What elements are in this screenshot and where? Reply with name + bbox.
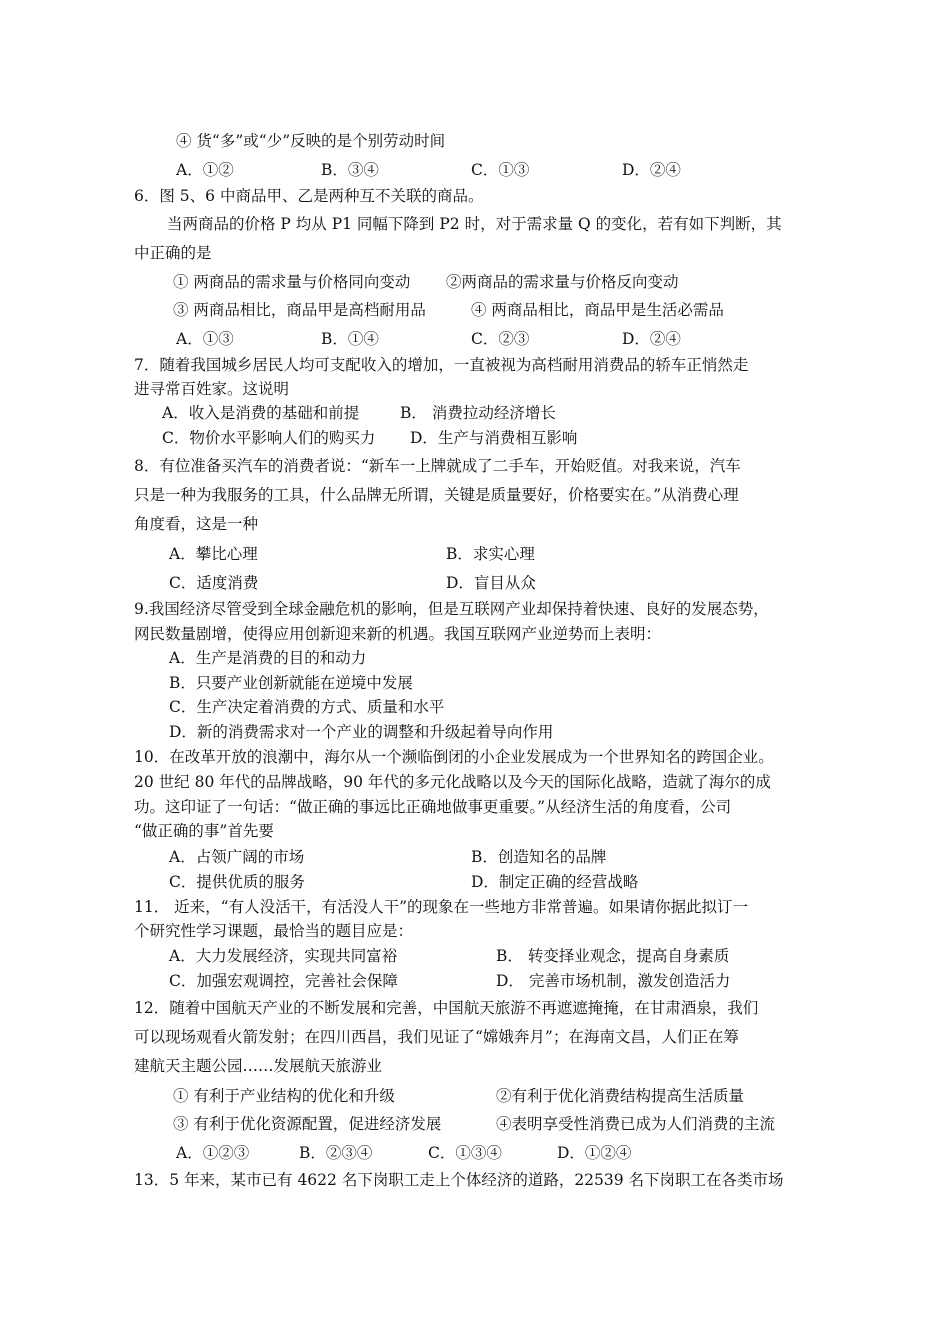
- q9-option-d: D．新的消费需求对一个产业的调整和升级起着导向作用: [169, 723, 554, 741]
- q7-stem-line-1: 7．随着我国城乡居民人均可支配收入的增加，一直被视为高档耐用消费品的轿车正悄然走: [134, 356, 749, 374]
- q5-option-d: D．②④: [622, 161, 681, 179]
- q5-option-a: A．①②: [176, 161, 234, 179]
- q6-statement-3: ③ 两商品相比，商品甲是高档耐用品: [173, 301, 426, 319]
- q11-option-a: A．大力发展经济，实现共同富裕: [169, 947, 398, 965]
- q8-stem-line-2: 只是一种为我服务的工具，什么品牌无所谓，关键是质量要好，价格要实在。”从消费心理: [134, 486, 739, 504]
- q10-stem-line-1: 10．在改革开放的浪潮中，海尔从一个濒临倒闭的小企业发展成为一个世界知名的跨国企业。: [134, 748, 774, 766]
- q6-statement-2: ②两商品的需求量与价格反向变动: [446, 273, 679, 291]
- q9-stem-line-1: 9.我国经济尽管受到全球金融危机的影响，但是互联网产业却保持着快速、良好的发展态势，: [134, 600, 769, 618]
- q11-option-c: C．加强宏观调控，完善社会保障: [169, 972, 398, 990]
- q7-option-c: C．物价水平影响人们的购买力: [162, 429, 376, 447]
- q8-stem-line-1: 8．有位准备买汽车的消费者说：“新车一上牌就成了二手车，开始贬值。对我来说，汽车: [134, 457, 741, 475]
- q6-stem-line-2: 当两商品的价格 P 均从 P1 同幅下降到 P2 时，对于需求量 Q 的变化，若有如下判断，其: [167, 215, 782, 233]
- q6-option-d: D．②④: [622, 330, 681, 348]
- q5-statement-4: ④ 货“多”或“少”反映的是个别劳动时间: [176, 132, 446, 150]
- q12-statement-4: ④表明享受性消费已成为人们消费的主流: [496, 1115, 776, 1133]
- q10-option-b: B．创造知名的品牌: [471, 848, 607, 866]
- q6-statement-4: ④ 两商品相比，商品甲是生活必需品: [471, 301, 724, 319]
- q12-stem-line-2: 可以现场观看火箭发射；在四川西昌，我们见证了“嫦娥奔月”；在海南文昌，人们正在筹: [134, 1028, 739, 1046]
- q8-option-d: D．盲目从众: [446, 574, 536, 592]
- q9-option-b: B．只要产业创新就能在逆境中发展: [169, 674, 413, 692]
- q7-stem-line-2: 进寻常百姓家。这说明: [134, 380, 290, 398]
- q12-stem-line-1: 12．随着中国航天产业的不断发展和完善，中国航天旅游不再遮遮掩掩，在甘肃酒泉，我们: [134, 999, 759, 1017]
- q6-stem-line-3: 中正确的是: [134, 244, 212, 262]
- q12-option-d: D．①②④: [557, 1144, 632, 1162]
- q10-stem-line-2: 20 世纪 80 年代的品牌战略，90 年代的多元化战略以及今天的国际化战略，造就了海尔的成: [134, 773, 771, 791]
- q11-stem-line-2: 个研究性学习课题，最恰当的题目应是：: [134, 922, 414, 940]
- q11-option-b: B． 转变择业观念，提高自身素质: [496, 947, 730, 965]
- q8-option-b: B．求实心理: [446, 545, 535, 563]
- q11-option-d: D． 完善市场机制，激发创造活力: [496, 972, 731, 990]
- q12-option-c: C．①③④: [428, 1144, 502, 1162]
- q12-statement-3: ③ 有利于优化资源配置，促进经济发展: [173, 1115, 442, 1133]
- q6-option-c: C．②③: [471, 330, 530, 348]
- q10-stem-line-4: “做正确的事”首先要: [134, 822, 274, 840]
- q10-stem-line-3: 功。这印证了一句话：“做正确的事远比正确地做事更重要。”从经济生活的角度看，公司: [134, 798, 732, 816]
- q5-option-b: B．③④: [321, 161, 379, 179]
- q5-option-c: C．①③: [471, 161, 530, 179]
- q6-option-b: B．①④: [321, 330, 379, 348]
- q8-option-c: C．适度消费: [169, 574, 259, 592]
- q9-option-a: A．生产是消费的目的和动力: [169, 649, 367, 667]
- q6-stem-line-1: 6．图 5、6 中商品甲、乙是两种互不关联的商品。: [134, 187, 484, 205]
- q12-option-a: A．①②③: [176, 1144, 250, 1162]
- q7-option-a: A．收入是消费的基础和前提: [162, 404, 360, 422]
- q12-option-b: B．②③④: [299, 1144, 373, 1162]
- q11-stem-line-1: 11． 近来，“有人没活干，有活没人干”的现象在一些地方非常普遍。如果请你据此拟订一: [134, 898, 749, 916]
- q7-option-d: D．生产与消费相互影响: [410, 429, 578, 447]
- q7-option-b: B． 消费拉动经济增长: [400, 404, 556, 422]
- q13-stem-line-1: 13．5 年来，某市已有 4622 名下岗职工走上个体经济的道路，22539 名下岗职工在各类市场: [134, 1171, 784, 1189]
- q8-option-a: A．攀比心理: [169, 545, 258, 563]
- q12-statement-1: ① 有利于产业结构的优化和升级: [173, 1087, 395, 1105]
- q10-option-a: A．占领广阔的市场: [169, 848, 305, 866]
- q12-stem-line-3: 建航天主题公园……发展航天旅游业: [134, 1057, 383, 1075]
- q10-option-d: D．制定正确的经营战略: [471, 873, 639, 891]
- q8-stem-line-3: 角度看，这是一种: [134, 515, 259, 533]
- q6-statement-1: ① 两商品的需求量与价格同向变动: [173, 273, 411, 291]
- q10-option-c: C．提供优质的服务: [169, 873, 305, 891]
- q12-statement-2: ②有利于优化消费结构提高生活质量: [496, 1087, 745, 1105]
- q9-option-c: C．生产决定着消费的方式、质量和水平: [169, 698, 445, 716]
- q9-stem-line-2: 网民数量剧增，使得应用创新迎来新的机遇。我国互联网产业逆势而上表明：: [134, 625, 662, 643]
- q6-option-a: A．①③: [176, 330, 234, 348]
